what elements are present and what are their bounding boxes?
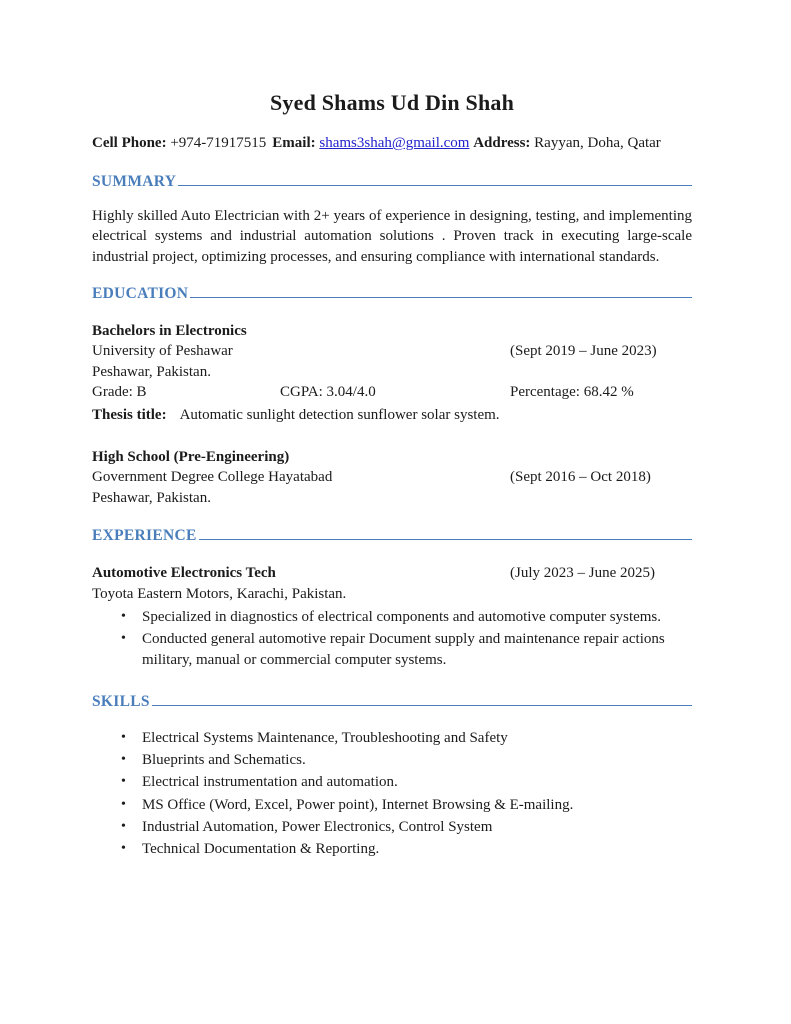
degree-title: High School (Pre-Engineering) bbox=[92, 448, 290, 465]
experience-bullet-item bbox=[92, 607, 692, 628]
bullet-icon: • bbox=[121, 631, 126, 647]
experience-bullet-text: Conducted general automotive repair Document supply and maintenance repair actions military, manual or commercial computer systems. bbox=[142, 631, 665, 668]
thesis-label: Thesis title: bbox=[92, 406, 167, 423]
skill-text: Industrial Automation, Power Electronics, Control System bbox=[142, 818, 493, 835]
skills-bullet-list bbox=[92, 728, 692, 859]
cell-phone-value: +974-71917515 bbox=[170, 135, 267, 152]
education-entry-bachelors bbox=[92, 321, 692, 426]
job-dates: (July 2023 – June 2025) bbox=[510, 565, 655, 582]
experience-heading-label: EXPERIENCE bbox=[92, 527, 197, 545]
education-heading-label: EDUCATION bbox=[92, 284, 189, 302]
degree-title: Bachelors in Electronics bbox=[92, 322, 247, 339]
education-section-heading bbox=[92, 283, 692, 304]
experience-bullet-list bbox=[92, 607, 692, 670]
skill-item bbox=[92, 750, 692, 771]
person-name: Syed Shams Ud Din Shah bbox=[269, 90, 515, 115]
experience-entry bbox=[92, 563, 692, 670]
bullet-icon: • bbox=[121, 840, 126, 856]
education-dates: (Sept 2019 – June 2023) bbox=[510, 343, 657, 360]
bullet-icon: • bbox=[121, 730, 126, 746]
heading-rule bbox=[152, 705, 692, 706]
experience-bullet-text: Specialized in diagnostics of electrical components and automotive computer systems. bbox=[142, 609, 662, 626]
grade-value: Grade: B bbox=[92, 384, 147, 401]
institution-location: Peshawar, Pakistan. bbox=[92, 363, 211, 380]
bullet-icon: • bbox=[121, 609, 126, 625]
summary-section-heading bbox=[92, 171, 692, 192]
job-title: Automotive Electronics Tech bbox=[92, 565, 276, 582]
skills-section-heading bbox=[92, 691, 692, 712]
institution-row bbox=[92, 467, 692, 488]
contact-line bbox=[92, 133, 692, 154]
job-title-row bbox=[92, 563, 692, 584]
heading-rule bbox=[178, 185, 692, 186]
address-label: Address: bbox=[473, 135, 531, 152]
heading-rule bbox=[190, 297, 692, 298]
bullet-icon: • bbox=[121, 774, 126, 790]
institution-name: University of Peshawar bbox=[92, 343, 233, 360]
institution-location: Peshawar, Pakistan. bbox=[92, 489, 211, 506]
skill-item bbox=[92, 728, 692, 749]
skill-item bbox=[92, 772, 692, 793]
company-name: Toyota Eastern Motors, Karachi, Pakistan. bbox=[92, 585, 347, 602]
skill-text: Blueprints and Schematics. bbox=[142, 752, 306, 769]
skill-text: Electrical Systems Maintenance, Troubleshooting and Safety bbox=[142, 730, 508, 747]
address-value: Rayyan, Doha, Qatar bbox=[534, 135, 661, 152]
skill-text: Technical Documentation & Reporting. bbox=[142, 840, 380, 857]
experience-section-heading bbox=[92, 525, 692, 546]
heading-rule bbox=[199, 539, 692, 540]
skill-text: Electrical instrumentation and automation. bbox=[142, 774, 398, 791]
skill-text: MS Office (Word, Excel, Power point), Internet Browsing & E-mailing. bbox=[142, 796, 574, 813]
bullet-icon: • bbox=[121, 752, 126, 768]
grade-row bbox=[92, 382, 692, 403]
summary-text: Highly skilled Auto Electrician with 2+ years of experience in designing, testing, and implementing electrical systems and industrial automation solutions . Proven track in executing large-scale industrial project, optimizing processes, and ensuring compliance with international standards. bbox=[92, 207, 692, 265]
skill-item bbox=[92, 839, 692, 860]
email-link[interactable]: shams3shah@gmail.com bbox=[319, 135, 470, 152]
thesis-title: Automatic sunlight detection sunflower solar system. bbox=[179, 406, 500, 423]
education-dates: (Sept 2016 – Oct 2018) bbox=[510, 469, 651, 486]
institution-row bbox=[92, 341, 692, 362]
skill-item bbox=[92, 817, 692, 838]
skill-item bbox=[92, 795, 692, 816]
thesis-row bbox=[92, 405, 692, 426]
bullet-icon: • bbox=[121, 818, 126, 834]
email-label: Email: bbox=[272, 135, 316, 152]
percentage-value: Percentage: 68.42 % bbox=[510, 384, 634, 401]
experience-bullet-item bbox=[92, 629, 692, 670]
skills-heading-label: SKILLS bbox=[92, 693, 150, 711]
cgpa-value: CGPA: 3.04/4.0 bbox=[280, 384, 376, 401]
bullet-icon: • bbox=[121, 796, 126, 812]
cell-phone-label: Cell Phone: bbox=[92, 135, 167, 152]
institution-name: Government Degree College Hayatabad bbox=[92, 469, 333, 486]
summary-heading-label: SUMMARY bbox=[92, 172, 177, 190]
education-entry-highschool bbox=[92, 447, 692, 509]
